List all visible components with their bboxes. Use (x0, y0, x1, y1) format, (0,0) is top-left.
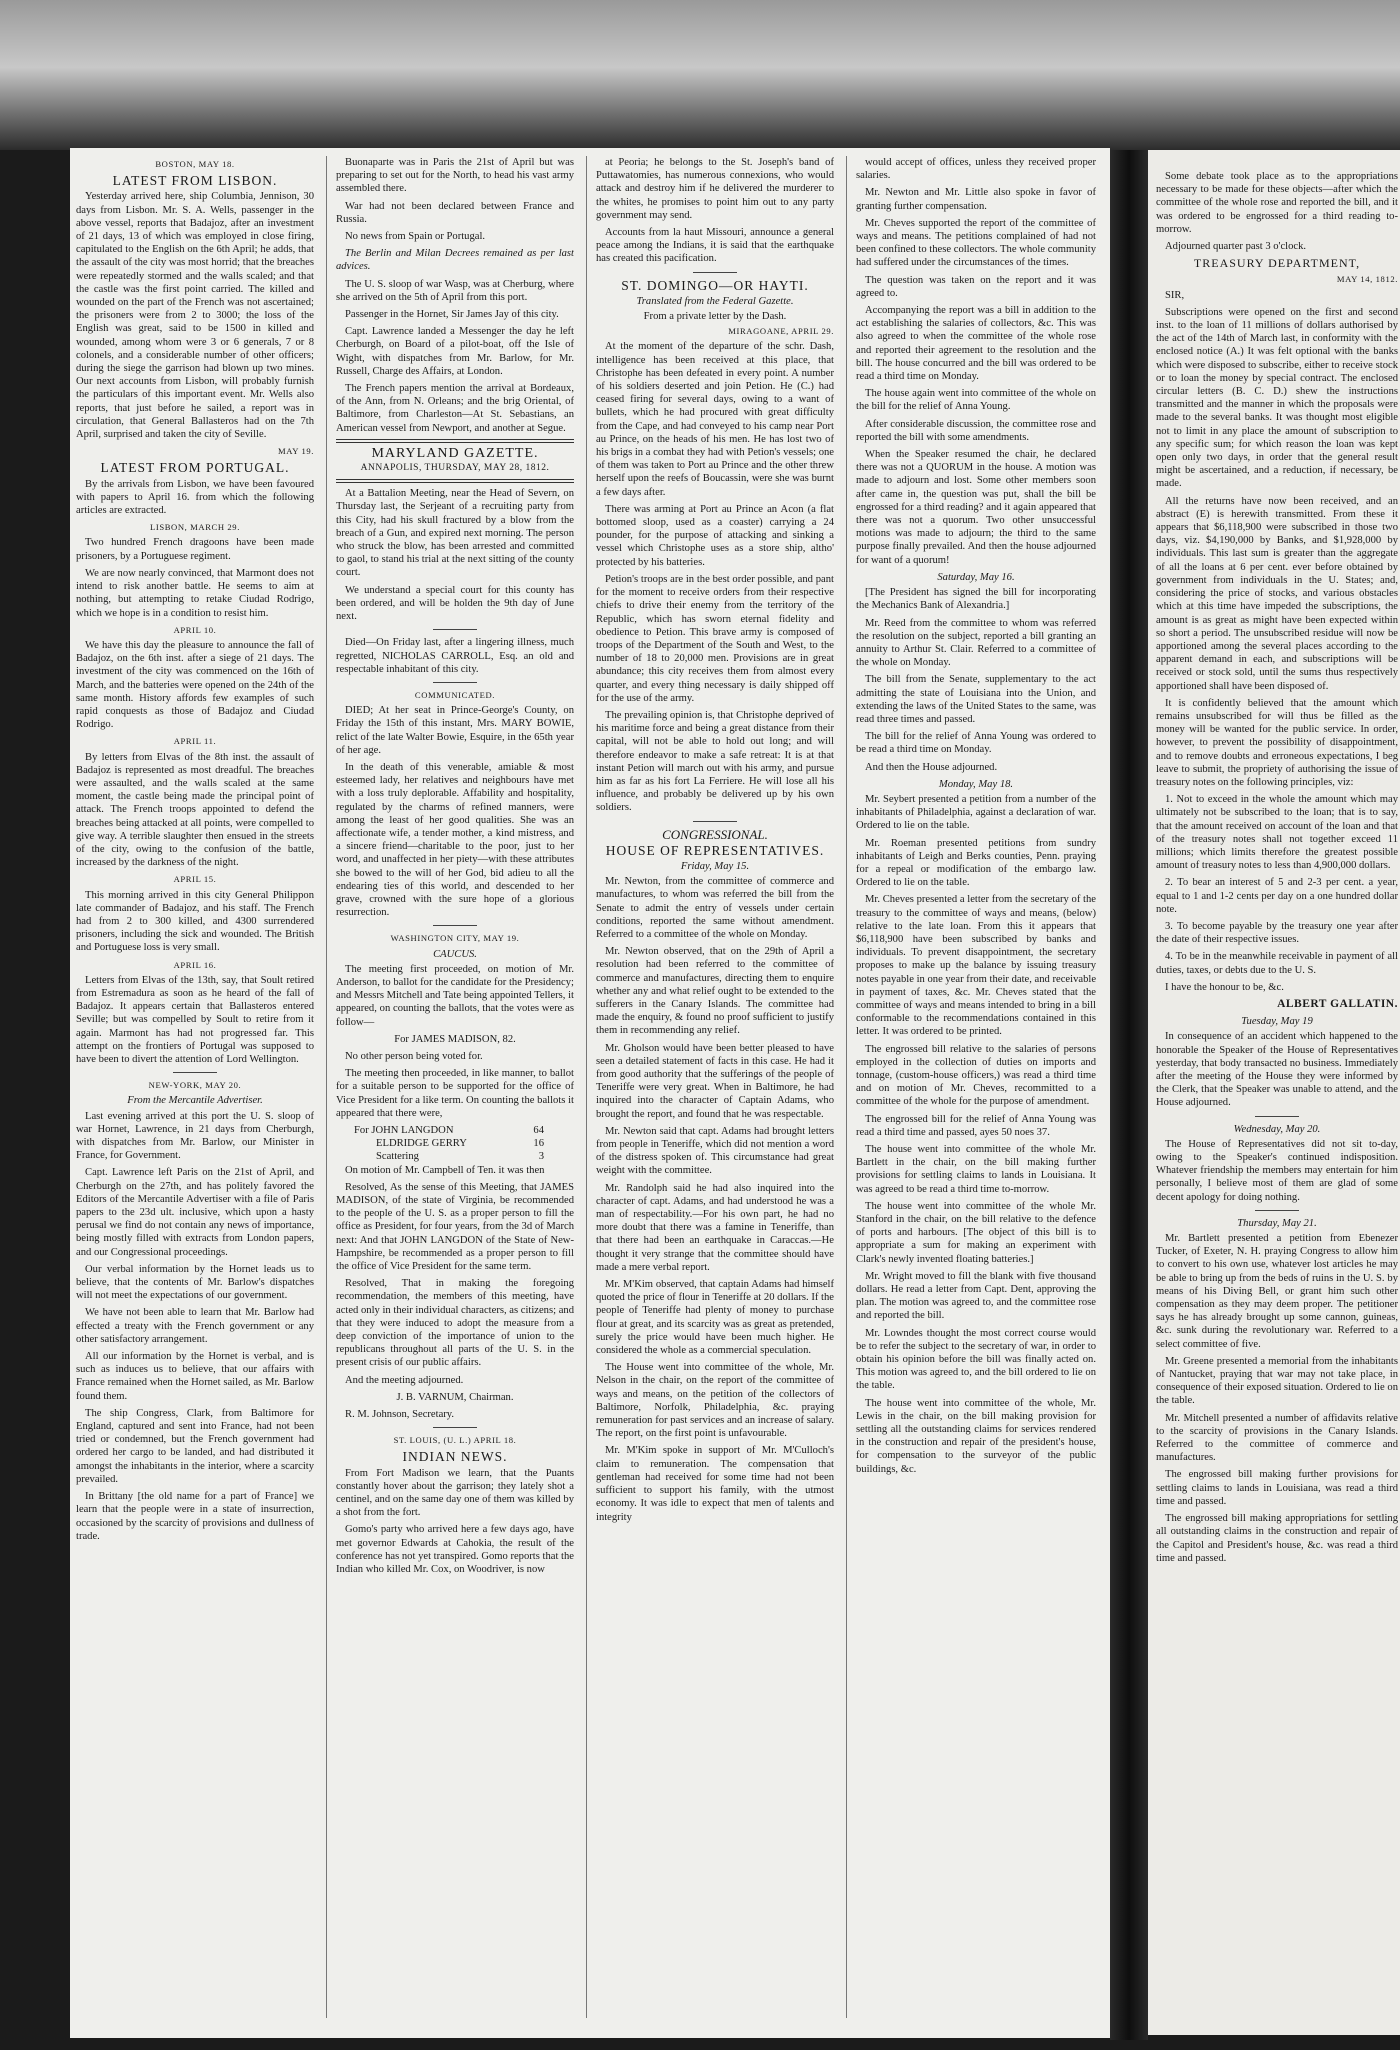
paragraph: The meeting first proceeded, on motion of Mr. Anderson, to ballot for the candidate for the Presidency; and Messrs Mitchell and Tate being appointed Tellers, it appeared, on counting the ballots, that the votes were as follow— (336, 963, 574, 1028)
date-subheading: Thursday, May 21. (1237, 1217, 1317, 1229)
vote-result: For JAMES MADISON, 82. (394, 1033, 516, 1045)
paragraph: Capt. Lawrence left Paris on the 21st of April, and Cherburgh on the 27th, and has politely favored the Editors of the Mercantile Advertiser with a file of Paris papers to the 23d ult. inclusive, which upon a hasty perusal we find do not contain any news of importance, being mostly filled with extracts from London papers, and our Congressional proceedings. (76, 1167, 314, 1258)
section-divider (693, 821, 737, 822)
section-divider (1255, 1210, 1299, 1211)
adjacent-page (1148, 150, 1400, 2035)
headline: LATEST FROM LISBON. (112, 173, 278, 189)
headline: CONGRESSIONAL. (662, 826, 768, 842)
subheading: CAUCUS. (433, 948, 477, 960)
paragraph: Mr. Cheves supported the report of the committee of ways and means. The petitions complained of had not been confined to these collectors. The whole community had suffered under the circumstances of the times. (856, 217, 1096, 269)
dateline: APRIL 11. (173, 736, 217, 747)
paragraph: Mr. Lowndes thought the most correct course would be to refer the subject to the secretary of war, in order to obtain his opinion before the bill was finally acted on. This motion was agreed to, and the bill ordered to lie on the table. (856, 1327, 1096, 1392)
paragraph: All the returns have now been received, and an abstract (E) is herewith transmitted. From these it appears that $6,118,900 were subscribed in those two days, viz. $4,190,000 by Banks, and $1,928,000 by individuals. This last sum is greater than the aggregate of all the loans at 6 per cent. ever before obtained by government from individuals in the U. States; and, considering the price of stocks, and various obstacles which at this time have impeded the subscriptions, the amount is as great as might have been expected within so short a period. The unsubscribed residue will now be apportioned among the several places according to the apparent demand in each, and subscriptions will be received or stock sold, until the sums thus respectively apportioned shall have been disposed of. (1156, 495, 1398, 692)
newspaper-page (70, 148, 1110, 2038)
scan-top-shadow (0, 0, 1400, 150)
subheading: From the Mercantile Advertiser. (127, 1095, 263, 1107)
vote-count: 64 (533, 1125, 544, 1136)
paragraph: The question was taken on the report and it was agreed to. (856, 274, 1096, 299)
paragraph: The meeting then proceeded, in like manner, to ballot for a suitable person to be supported for the office of Vice President for a like term. On counting the ballots it appeared that there were, (336, 1068, 574, 1119)
paragraph: From Fort Madison we learn, that the Puants constantly hover about the garrison; they lately shot a centinel, and on the same day one of them was killed by a shot from the fort. (336, 1467, 574, 1519)
vote-count: 16 (533, 1138, 544, 1150)
section-divider (433, 629, 477, 630)
vote-name: Scattering (376, 1151, 419, 1163)
paragraph: In consequence of an accident which happened to the honorable the Speaker of the House of Representatives yesterday, that body transacted no business. Immediately after the meeting of the House they were informed by the Clerk, that the Speaker was unable to attend, and the House adjourned. (1156, 1031, 1398, 1109)
list-item: 1. Not to exceed in the whole the amount which may ultimately not be subscribed to the loan; that is to say, that the amount received on account of the loan and that of the treasury notes shall not together exceed 11 millions; which limits therefore the greatest possible amount of treasury notes to less than 4,900,000 dollars. (1156, 794, 1398, 872)
paragraph: would accept of offices, unless they received proper salaries. (856, 157, 1096, 182)
masthead-date: ANNAPOLIS, THURSDAY, MAY 28, 1812. (360, 463, 550, 474)
paragraph: Passenger in the Hornet, Sir James Jay of this city. (345, 309, 559, 321)
paragraph: DIED; At her seat in Prince-George's County, on Friday the 15th of this instant, Mrs. MARY BOWIE, relict of the late Walter Bowie, Esquire, in the 65th year of her age. (336, 705, 574, 756)
signature: ALBERT GALLATIN. (1277, 997, 1398, 1010)
double-rule (336, 479, 574, 483)
list-item: 4. To be in the meanwhile receivable in payment of all duties, taxes, or debts due to the U. S. (1156, 951, 1398, 976)
paragraph: There was arming at Port au Prince an Acon (a flat bottomed sloop, used as a coaster) carrying a 24 pounder, for the purpose of attacking and sinking a vessel which Christophe uses as a store ship, altho' protected by his batteries. (596, 503, 834, 568)
paragraph: The house went into committee of the whole, Mr. Lewis in the chair, on the bill making provision for settling all the outstanding claims for services rendered in the construction and repair of the president's house, for compensation to the surveyor of the public buildings, &c. (856, 1397, 1096, 1475)
paragraph: Accompanying the report was a bill in addition to the act establishing the salaries of collectors, &c. This was also agreed to when the committee of the whole rose and reported their agreement to the resolution and the bill. The house concurred and the bill was ordered to be read a third time on Monday. (856, 305, 1096, 383)
columns (76, 156, 1104, 2028)
paragraph: The ship Congress, Clark, from Baltimore for England, captured and sent into France, had not been tried or condemned, but the French government had ordered her cargo to be landed, and had distributed it amongst the inhabitants in the interior, where a scarcity prevailed. (76, 1407, 314, 1485)
paragraph: We understand a special court for this county has been ordered, and will be holden the 9th day of June next. (336, 584, 574, 623)
paragraph: Mr. Newton said that capt. Adams had brought letters from people in Teneriffe, which did not mention a word of the distress spoken of. This circumstance had great weight with the committee. (596, 1125, 834, 1177)
paragraph: The bill for the relief of Anna Young was ordered to be read a third time on Monday. (856, 731, 1096, 756)
paragraph: Resolved, That in making the foregoing recommendation, the members of this meeting, have acted only in their individual characters, as citizens; and that they were induced to adopt the measure from a deep conviction of the importance of union to the republicans throughout all parts of the U. S. in the present crisis of our public affairs. (336, 1278, 574, 1369)
vote-row (336, 1137, 574, 1150)
paragraph: The house went into committee of the whole Mr. Stanford in the chair, on the bill relative to the defence of ports and harbours. [The object of this bill is to appropriate a sum for making an experiment with Clark's newly invented floating batteries.] (856, 1200, 1096, 1265)
paragraph: In Brittany [the old name for a part of France] we learn that the people were in a state of insurrection, occasioned by the scarcity of provisions and dullness of trade. (76, 1491, 314, 1542)
section-divider (1255, 1116, 1299, 1117)
dateline: WASHINGTON CITY, MAY 19. (390, 933, 520, 944)
paragraph: We are now nearly convinced, that Marmont does not intend to risk another battle. He seems to aim at nothing, but attempting to retake Ciudad Rodrigo, which we hope is in a condition to resist him. (76, 567, 314, 619)
section-divider (693, 272, 737, 273)
headline: LATEST FROM PORTUGAL. (100, 460, 290, 476)
paragraph: Petion's troops are in the best order possible, and pant for the moment to receive orders from their respective chiefs to drive their enemy from the territory of the Republic, which has sworn eternal fidelity and obedience to Petion. This brave army is composed of troops of the Department of the South and West, to the number of 18 to 20,000 men. Provisions are in great abundance; this city receives them from almost every quarter, and every thing necessary is daily shipped off for the use of the army. (596, 573, 834, 704)
list-item: 2. To bear an interest of 5 and 2-3 per cent. a year, equal to 1 and 1-2 cents per day on a one hundred dollar note. (1156, 877, 1398, 915)
paragraph: Our verbal information by the Hornet leads us to believe, that the contents of Mr. Barlow's dispatches will not meet the expectations of our government. (76, 1263, 314, 1302)
paragraph: Letters from Elvas of the 13th, say, that Soult retired from Estremadura as soon as he heard of the fall of Badajoz. It appears certain that Ballasteros entered Seville; but was compelled by Soult to retire from it again. Marmont has had not progressed far. This attempt on the frontiers of Portugal was supposed to have been to divert the attention of Lord Wellington. (76, 974, 314, 1065)
vote-count: 3 (538, 1151, 544, 1163)
paragraph: Resolved, As the sense of this Meeting, that JAMES MADISON, of the state of Virginia, be recommended to the people of the U. S. as a proper person to fill the office as President, for four years, from the 3d of March next: And that JOHN LANGDON of the State of New-Hampshire, be recommended as a proper person to fill the office of Vice President for the same term. (336, 1181, 574, 1273)
paragraph: This morning arrived in this city General Philippon late commander of Badajoz, and his staff. The French had from 2 to 300 killed, and 4300 surrendered prisoners, including the sick and wounded. The British and Portuguese loss is very small. (76, 889, 314, 954)
date-subheading: Wednesday, May 20. (1233, 1123, 1321, 1135)
masthead: MARYLAND GAZETTE. (371, 445, 539, 461)
paragraph: Gomo's party who arrived here a few days ago, have met governor Edwards at Cahokia, the result of the conference has not yet transpired. Gomo reports that the Indian who killed Mr. Cox, on Woodriver, is now (336, 1524, 574, 1576)
paragraph: Adjourned quarter past 3 o'clock. (1165, 241, 1307, 253)
paragraph: Accounts from la haut Missouri, announce a general peace among the Indians, it is said that the earthquake has created this pacification. (596, 227, 834, 265)
column-4 (856, 156, 1096, 2026)
column-rule (326, 156, 327, 2018)
paragraph: All our information by the Hornet is verbal, and is such as induces us to believe, that our affairs with France remained when the Hornet sailed, as Mr. Barlow found them. (76, 1351, 314, 1402)
paragraph: Mr. Seybert presented a petition from a number of the inhabitants of Philadelphia, against a declaration of war. Ordered to lie on the table. (856, 793, 1096, 832)
date-subheading: Monday, May 18. (938, 778, 1014, 790)
section-divider (433, 1427, 477, 1428)
dateline: ST. LOUIS, (U. L.) APRIL 18. (393, 1435, 517, 1446)
paragraph: In the death of this venerable, amiable & most esteemed lady, her relatives and neighbours have met with a loss truly deplorable. Affability and hospitality, regulated by the charms of refined manners, were among the least of her good qualities. She was an affectionate wife, a tender mother, a kind mistress, and a sincere friend—charitable to the poor, just to her word, and unaffected in her piety—with these attributes she bowed to the will of her God, bid adieu to all the endearing ties of this world, and descended to her grave, crowned with the sure hope of a glorious resurrection. (336, 761, 574, 919)
paragraph: Some debate took place as to the appropriations necessary to be made for these objects—after which the committee of the whole rose and reported the bill, and it was ordered to be engrossed for a third reading to-morrow. (1156, 171, 1398, 235)
section-divider (433, 682, 477, 683)
paragraph: And the meeting adjourned. (345, 1374, 464, 1386)
paragraph: The engrossed bill for the relief of Anna Young was read a third time and passed, ayes 50 noes 37. (856, 1113, 1096, 1138)
vote-label (354, 1124, 453, 1137)
paragraph: We have not been able to learn that Mr. Barlow had effected a treaty with the French government or any other satisfactory arrangement. (76, 1307, 314, 1345)
paragraph: The U. S. sloop of war Wasp, was at Cherburg, where she arrived on the 5th of April from this port. (336, 278, 574, 303)
paragraph: We have this day the pleasure to announce the fall of Badajoz, on the 6th inst. after a siege of 21 days. The investment of the city was commenced on the 16th of March, and the batteries were opened on the 24th of the same month. History affords few examples of such rapid conquests as those of Badajoz and Ciudad Rodrigo. (76, 639, 314, 731)
paragraph: Mr. Gholson would have been better pleased to have seen a detailed statement of facts in this case. He had it from good authority that the sufferings of the people of Teneriffe were very great. When in Baltimore, he had inquired into the character of Captain Adams, who brought the report, and found that he was respectable. (596, 1042, 834, 1120)
paragraph: The French papers mention the arrival at Bordeaux, of the Ann, from N. Orleans; and the brig Oriental, of Baltimore, from Charleston—At St. Sebastians, an American vessel from Newport, and another at Segue. (336, 383, 574, 434)
column-1 (76, 156, 314, 2026)
headline: INDIAN NEWS. (402, 1449, 508, 1465)
paragraph: [The President has signed the bill for incorporating the Mechanics Bank of Alexandria.] (856, 587, 1096, 612)
vote-for-label: For (354, 1125, 369, 1136)
paragraph: The engrossed bill relative to the salaries of persons employed in the collection of duties on imports and tonnage, (custom-house officers,) was read a third time and on motion of Mr. Cheves, recommitted to a committee of the whole for the purpose of amendment. (856, 1043, 1096, 1108)
paragraph: No news from Spain or Portugal. (345, 231, 486, 243)
subheading: From a private letter by the Dash. (643, 311, 787, 323)
paragraph: At a Battalion Meeting, near the Head of Severn, on Thursday last, the Serjeant of a recruiting party from this City, had his skull fractured by a blow from the breach of a Gun, and expired next morning. The person who struck the blow, has been arrested and committed to gaol, to stand his trial at the next sitting of the county court. (336, 488, 574, 579)
adjacent-page-column (1156, 170, 1398, 1569)
headline: ST. DOMINGO—OR HAYTI. (621, 277, 809, 293)
paragraph: Mr. Bartlett presented a petition from Ebenezer Tucker, of Exeter, N. H. praying Congress to allow him to convert to his own use, whatever lost articles he may be able to bring up from the beds of ruins in the U. S. by means of his Diving Bell, or grant him such other compensation as they may deem proper. The petitioner says he has already brought up some cannon, guineas, &c. sunk during the revolutionary war. Referred to a select committee of five. (1156, 1233, 1398, 1350)
paragraph: Mr. Newton and Mr. Little also spoke in favor of granting further compensation. (856, 187, 1096, 212)
paragraph: By letters from Elvas of the 8th inst. the assault of Badajoz is represented as most dreadful. The breaches were assaulted, and the walls scaled at the same moment, the castle being made the principal point of attack. The French troops appointed to defend the breaches being attacked at all points, were compelled to give way. A terrible slaughter then ensued in the streets of the city, owing to the confusion of the battle, increased by the darkness of the night. (76, 751, 314, 869)
column-3 (596, 156, 834, 2026)
paragraph: It is confidently believed that the amount which remains unsubscribed for will thus be filled as the money will be wanted for the public service. In order, however, to prevent the possibility of disappointment, and to remove doubts and erroneous expectations, I beg leave to submit, the propriety of authorising the issue of treasury notes on the following principles, viz: (1156, 697, 1398, 788)
paragraph: On motion of Mr. Campbell of Ten. it was then (345, 1164, 545, 1176)
paragraph: No other person being voted for. (345, 1050, 483, 1062)
paragraph: Two hundred French dragoons have been made prisoners, by a Portuguese regiment. (76, 537, 314, 562)
paragraph: Buonaparte was in Paris the 21st of April but was preparing to set out for the North, to head his vast army assembled there. (336, 157, 574, 195)
paragraph: Mr. Greene presented a memorial from the inhabitants of Nantucket, praying that war may not take place, in consequence of their exposed situation. Ordered to lie on the table. (1156, 1355, 1398, 1407)
dateline: APRIL 15. (173, 874, 217, 885)
dateline: COMMUNICATED. (414, 689, 496, 700)
subheading: Translated from the Federal Gazette. (636, 295, 794, 307)
paragraph: at Peoria; he belongs to the St. Joseph's band of Puttawatomies, has numerous connexions, who would attack and destroy him if he delivered the murderer to the whites, he promises to point him out to any party government may send. (596, 157, 834, 221)
dateline: MAY 14, 1812. (1336, 274, 1398, 285)
date-subheading: Saturday, May 16. (937, 571, 1015, 583)
paragraph: Mr. Cheves presented a letter from the secretary of the treasury to the committee of ways and means, (below) relative to the late loan. From this it appears that $6,118,900 have been subscribed by banks and individuals. To prevent disappointment, the secretary proposes to make up the balance by issuing treasury notes payable in one year from their date, and receivable in payment of taxes, &c. Mr. Cheves stated that the committee of ways and means intended to bring in a bill conformable to the recommendations contained in this letter. It was ordered to be printed. (856, 894, 1096, 1038)
paragraph: Capt. Lawrence landed a Messenger the day he left Cherburgh, on Board of a pilot-boat, off the Isle of Wight, with dispatches from Mr. Barlow, for Mr. Russell, Charge des Affairs, at London. (336, 326, 574, 377)
dateline: APRIL 16. (173, 959, 217, 970)
paragraph: I have the honour to be, &c. (1165, 981, 1284, 993)
signature: R. M. Johnson, Secretary. (345, 1409, 455, 1421)
salutation: SIR, (1165, 289, 1185, 301)
paragraph: Mr. Wright moved to fill the blank with five thousand dollars. He read a letter from Capt. Dent, approving the plan. The motion was agreed to, and the committee rose and reported the bill. (856, 1270, 1096, 1322)
paragraph: Mr. Reed from the committee to whom was referred the resolution on the subject, reported a bill granting an annuity to Arthur St. Clair. Referred to a committee of the whole on Monday. (856, 617, 1096, 669)
paragraph: After considerable discussion, the committee rose and reported the bill with some amendments. (856, 418, 1096, 443)
paragraph: When the Speaker resumed the chair, he declared there was not a QUORUM in the house. A motion was made to adjourn and lost. Some other members soon after came in, the question was put, shall the bill be engrossed for a third reading? and it again appeared that there was not a quorum. Two other unsuccessful motions was made to adjourn; the third to the same purpose finally prevailed. And then the house adjourned for want of a quorum! (856, 449, 1096, 566)
vote-name: ELDRIDGE GERRY (376, 1138, 467, 1150)
dateline: MAY 19. (277, 446, 314, 457)
paragraph: The house again went into committee of the whole on the bill for the relief of Anna Young. (856, 388, 1096, 413)
vote-name: JOHN LANGDON (371, 1125, 454, 1136)
paragraph: Subscriptions were opened on the first and second inst. to the loan of 11 millions of dollars authorised by the act of the 14th of March last, in conformity with the enclosed notice (A.) It was felt optional with the banks which were disposed to subscribe, either to receive stock or to loan the money by special contract. The enclosed circular letters (B. C. D.) shew the instructions transmitted and the manner in which the proposals were made to the several banks. It was thought most eligible not to limit in any place the amount of subscription to any specific sum; for which reason the loan was kept open only two days, in order that the general result might be ascertained, and a reduction, if necessary, be made. (1156, 306, 1398, 490)
dateline: NEW-YORK, MAY 20. (148, 1080, 242, 1091)
column-rule (586, 156, 587, 2018)
paragraph: Died—On Friday last, after a lingering illness, much regretted, NICHOLAS CARROLL, Esq. an old and respectable inhabitant of this city. (336, 637, 574, 675)
list-item: 3. To become payable by the treasury one year after the date of their respective issues. (1156, 920, 1398, 946)
headline: TREASURY DEPARTMENT, (1193, 256, 1361, 271)
double-rule (336, 439, 574, 443)
vote-row (336, 1150, 574, 1163)
dateline: BOSTON, MAY 18. (155, 159, 235, 169)
paragraph: Mr. Roeman presented petitions from sundry inhabitants of Leigh and Berks counties, Penn. praying for a repeal or modification of the embargo law. Ordered to lie on the table. (856, 837, 1096, 889)
paragraph: Mr. Randolph said he had also inquired into the character of capt. Adams, and had understood he was a man of respectability.—For his own part, he had no more doubt that there was a famine in Teneriffe, than that there had been an earthquake in Caraccas.—He thought it very strange that the committee should have made a mere verbal report. (596, 1182, 834, 1273)
vote-row (336, 1124, 574, 1137)
paragraph: The house went into committee of the whole Mr. Bartlett in the chair, on the bill making further provisions for settling claims to lands in Louisiana. It was agreed to be read a third time to-morrow. (856, 1144, 1096, 1195)
headline: HOUSE OF REPRESENTATIVES. (605, 842, 825, 858)
paragraph: Mr. M'Kim spoke in support of Mr. M'Culloch's claim to remuneration. The compensation that gentleman had received for some time had not been sufficient to support his family, with the utmost economy. It was idle to expect that men of talents and integrity (596, 1445, 834, 1523)
dateline: APRIL 10. (173, 624, 217, 635)
paragraph: The prevailing opinion is, that Christophe deprived of his maritime force and being a great distance from their capital, will not be able to hold out long; and will therefore endeavor to make a safe retreat: It is at that instant Petion will march out with his army, and pursue him as far as his fort La Ferriere. He will lose all his influence, and probably be delivered up by his own soldiers. (596, 709, 834, 814)
dateline: MIRAGOANE, APRIL 29. (728, 326, 834, 337)
paragraph: Mr. Mitchell presented a number of affidavits relative to the scarcity of provisions in the Canary Islands. Referred to the committee of commerce and manufactures. (1156, 1412, 1398, 1464)
signature: J. B. VARNUM, Chairman. (396, 1391, 514, 1403)
paragraph: The House went into committee of the whole, Mr. Nelson in the chair, on the report of the committee of ways and means, on the petition of the collectors of Baltimore, Norfolk, Philadelphia, &c. praying remuneration for past services and an increase of salary. The report, on the first point is unfavourable. (596, 1362, 834, 1440)
section-divider (173, 1072, 217, 1073)
section-divider (433, 925, 477, 926)
paragraph: Last evening arrived at this port the U. S. sloop of war Hornet, Lawrence, in 21 days from Cherburgh, with dispatches from Mr. Barlow, our Minister in France, for Government. (76, 1110, 314, 1162)
paragraph: Yesterday arrived here, ship Columbia, Jennison, 30 days from Lisbon. Mr. S. A. Wells, passenger in the above vessel, reports that Badajoz, after an investment of 21 days, 13 of which was employed in close firing, capitulated to the English on the 6th April; he adds, that the assault of the city was most horrid; that the breaches were repeatedly stormed and the walls scaled; and that the castle was the first point carried. The killed and wounded on the part of the French was not ascertained; the prisoners were from 2 to 3000; the loss of the English was great, said to be 1500 in killed and wounded, among whom were 3 or 6 generals, 7 or 8 colonels, and a considerable number of other officers; during the siege the garrison had blown up two mines. Our next accounts from Lisbon, will probably furnish the particulars of this important event. Mr. Wells also reports, that just before he sailed, a report was in circulation, that General Ballasteros had on the 7th April, surprised and taken the city of Seville. (76, 191, 314, 441)
paragraph: And then the House adjourned. (865, 761, 998, 773)
paragraph: The Berlin and Milan Decrees remained as per last advices. (336, 248, 574, 273)
paragraph: By the arrivals from Lisbon, we have been favoured with papers to April 16. from which the following articles are extracted. (76, 478, 314, 517)
paragraph: Mr. M'Kim observed, that captain Adams had himself quoted the price of flour in Teneriffe at 20 dollars. If the people of Teneriffe had plenty of money to purchase flour at great, and its scarcity was as great as pretended, surely the price would have been much higher. He considered the whole as a commercial speculation. (596, 1279, 834, 1357)
paragraph: The engrossed bill making further provisions for settling claims to lands in Louisiana, was read a third time and passed. (1156, 1469, 1398, 1507)
paragraph: War had not been declared between France and Russia. (336, 200, 574, 225)
date-subheading: Friday, May 15. (680, 860, 750, 872)
paragraph: Mr. Newton, from the committee of commerce and manufactures, to whom was referred the bill from the Senate to admit the entry of vessels under certain conditions, reported the same without amendment. Referred to a committee of the whole on Monday. (596, 876, 834, 940)
paragraph: Mr. Newton observed, that on the 29th of April a resolution had been referred to the committee of commerce and manufactures, directing them to enquire whether any and what relief ought to be extended to the sufferers in the Canary Islands. The committee had made the enquiry, & found no proof sufficient to justify them in recommending any relief. (596, 946, 834, 1037)
paragraph: The engrossed bill making appropriations for settling all outstanding claims in the construction and repair of the Capitol and President's house, &c. was read a third time and passed. (1156, 1513, 1398, 1564)
column-2 (336, 156, 574, 2026)
dateline: LISBON, MARCH 29. (150, 522, 240, 533)
paragraph: At the moment of the departure of the schr. Dash, intelligence has been received at this place, that Christophe has been defeated in every point. A number of his soldiers deserted and join Petion. He (C.) had ceased firing for several days, owing to a want of bullets, which he had procured with great difficulty from the Cape, and had conveyed to his camp near Port au Prince, on the heads of his men. He has lost two of his brigs in a combat they had with Petion's vessels; one of them was taken to Port au Prince and the other threw herself upon the reefs of Boucassin, were she was burnt a few days after. (596, 341, 834, 498)
paragraph: The bill from the Senate, supplementary to the act admitting the state of Louisiana into the Union, and extending the laws of the United States to the same, was read three times and passed. (856, 674, 1096, 725)
paragraph: The House of Representatives did not sit to-day, owing to the Speaker's continued indisposition. Whatever friendship the members may entertain for him personally, I believe most of them are glad of some decent apology for doing nothing. (1156, 1138, 1398, 1203)
date-subheading: Tuesday, May 19 (1241, 1016, 1313, 1028)
column-rule (846, 156, 847, 2018)
book-gutter (1110, 150, 1148, 2040)
